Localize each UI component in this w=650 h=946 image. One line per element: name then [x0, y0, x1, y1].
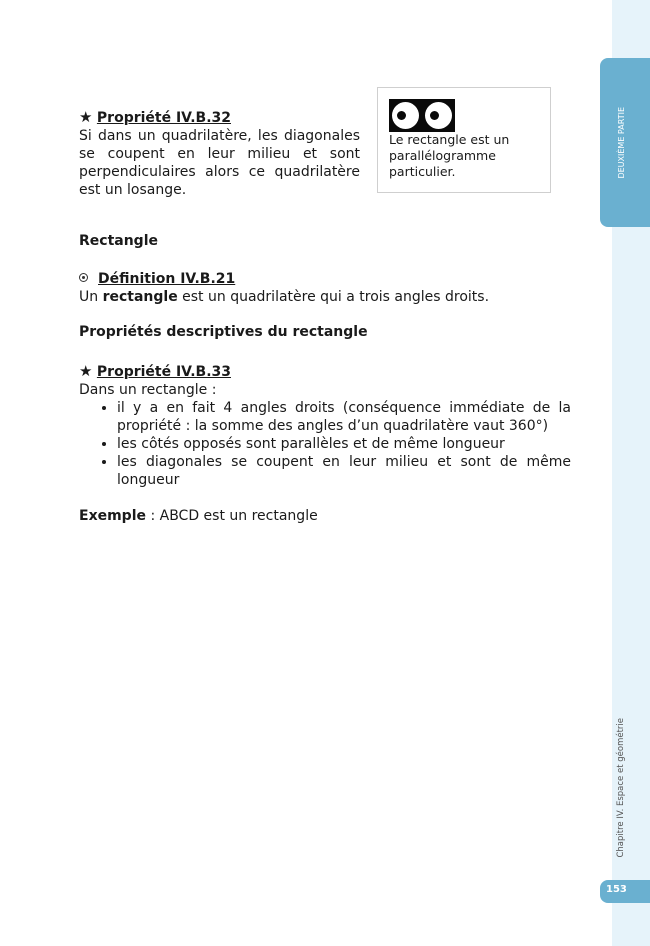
section-heading-properties: Propriétés descriptives du rectangle: [79, 324, 368, 340]
list-item: • les diagonales se coupent en leur milieu et sont de même longueur: [117, 453, 571, 489]
chapter-label-text: Chapitre IV. Espace et géométrie: [616, 717, 626, 858]
eyes-icon: [389, 99, 455, 132]
property-32-text: Si dans un quadrilatère, les diagonales se coupent en leur milieu et sont perpendiculaires alors ce quadrilatère est un losange.: [79, 128, 360, 198]
example-text: : ABCD est un rectangle: [146, 508, 318, 524]
property-32-title: Propriété IV.B.32: [96, 110, 231, 126]
list-item: • les côtés opposés sont parallèles et de même longueur: [117, 435, 571, 453]
definition-text: Un rectangle est un quadrilatère qui a trois angles droits.: [79, 289, 490, 305]
property-32-header: [79, 108, 360, 127]
property-iv-b-33: [79, 362, 571, 489]
property-33-intro: Dans un rectangle :: [79, 382, 217, 398]
list-item: • il y a en fait 4 angles droits (conséquence immédiate de la propriété : la somme des angles d’un quadrilatère vaut 360°): [117, 399, 571, 435]
definition-iv-b-21: [79, 270, 579, 306]
note-box: [377, 87, 551, 193]
page-number: 153: [606, 884, 627, 895]
part-label: [614, 68, 628, 218]
definition-header: [79, 270, 579, 288]
example-label: Exemple: [79, 508, 146, 524]
part-label-text: DEUXIÈME PARTIE: [616, 107, 626, 179]
property-33-title: Propriété IV.B.33: [96, 364, 231, 380]
section-heading-rectangle: Rectangle: [79, 233, 158, 249]
property-iv-b-32: [79, 108, 360, 199]
star-icon: ★: [79, 362, 93, 380]
property-33-list: [79, 399, 571, 489]
property-33-header: [79, 362, 571, 381]
definition-title: Définition IV.B.21: [98, 271, 236, 287]
chapter-label: [614, 700, 628, 875]
note-text: Le rectangle est un parallélogramme particulier.: [389, 132, 510, 179]
definition-term: rectangle: [102, 289, 178, 305]
star-icon: ★: [79, 108, 93, 126]
target-icon: [79, 273, 88, 282]
example-line: [79, 507, 318, 525]
